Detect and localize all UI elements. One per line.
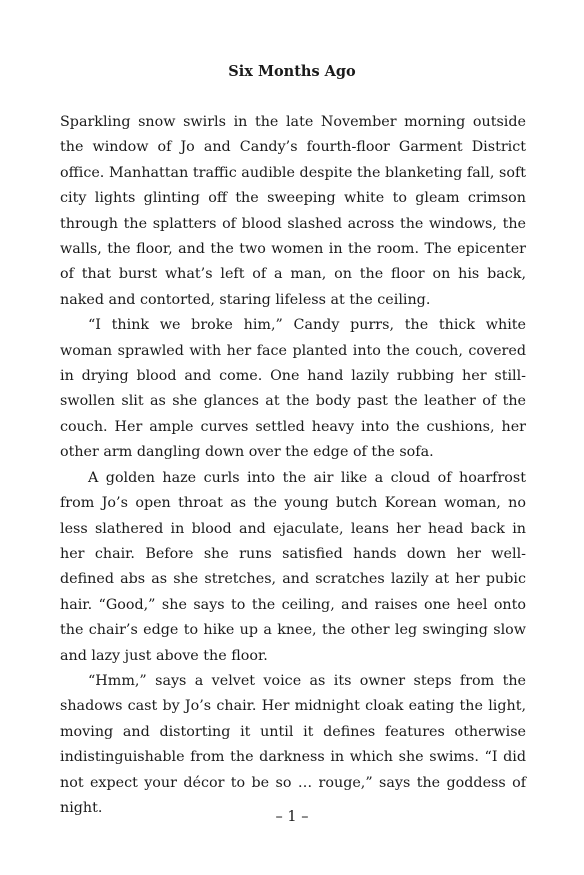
chapter-title: Six Months Ago: [228, 63, 356, 80]
paragraph: “I think we broke him,” Candy purrs, the thick white woman sprawled with her face planted into the couch, covered in drying blood and come. One hand lazily rubbing her still-swollen slit as she glances at the body past the leather of the couch. Her ample curves settled heavy into the cushions, her other arm dangling down over the edge of the sofa.: [60, 317, 526, 461]
paragraph: A golden haze curls into the air like a cloud of hoarfrost from Jo’s open throat as the young butch Korean woman, no less slathered in blood and ejaculate, leans her head back in her chair. Before she runs satisfied hands down her well-defined abs as she stretches, and scratches lazily at her pubic hair. “Good,” she says to the ceiling, and raises one heel onto the chair’s edge to hike up a knee, the other leg swinging slow and lazy just above the floor.: [60, 469, 526, 664]
body-text: [60, 110, 526, 821]
paragraph: “Hmm,” says a velvet voice as its owner steps from the shadows cast by Jo’s chair. Her midnight cloak eating the light, moving and distorting it until it defines features otherwise indistinguishable from the darkness in which she swims. “I did not expect your décor to be so … rouge,” says the goddess of night.: [60, 672, 526, 816]
page-number: – 1 –: [275, 809, 309, 825]
paragraph: Sparkling snow swirls in the late November morning outside the window of Jo and Candy’s fourth-floor Garment District office. Manhattan traffic audible despite the blanketing fall, soft city lights glinting off the sweeping white to gleam crimson through the splatters of blood slashed across the windows, the walls, the floor, and the two women in the room. The epicenter of that burst what’s left of a man, on the floor on his back, naked and contorted, staring lifeless at the ceiling.: [60, 114, 526, 308]
